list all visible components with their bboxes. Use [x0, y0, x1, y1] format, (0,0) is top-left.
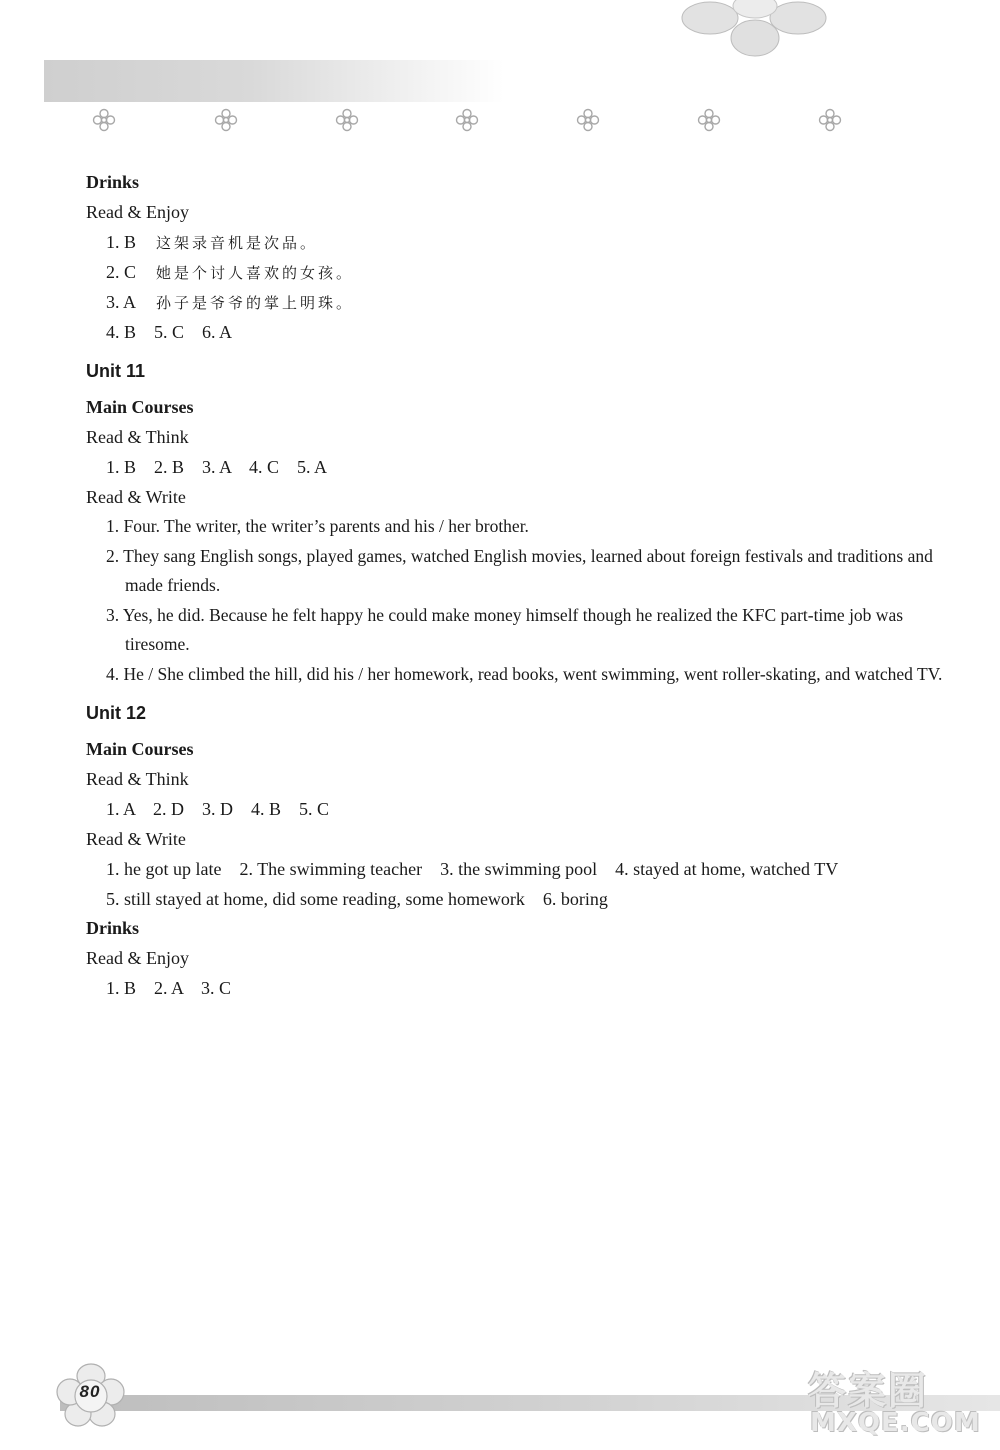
- answer-line: 1. B 2. A 3. C: [106, 978, 232, 998]
- section-heading-main-courses: Main Courses: [86, 739, 194, 759]
- answer-number: 3. A: [106, 292, 137, 312]
- answer-translation: 孙子是爷爷的掌上明珠。: [156, 294, 355, 312]
- unit-heading: Unit 11: [86, 361, 146, 381]
- small-flower-icon: [335, 108, 359, 132]
- small-flower-icon: [576, 108, 600, 132]
- list-item: 4. He / She climbed the hill, did his / her homework, read books, went swimming, went roller-skating, and watched TV.: [106, 664, 943, 684]
- header-band: [44, 60, 504, 102]
- section-heading-drinks: Drinks: [86, 918, 140, 938]
- small-flower-icon: [455, 108, 479, 132]
- small-flower-icon: [697, 108, 721, 132]
- subheading-read-think: Read & Think: [86, 769, 189, 789]
- watermark: [808, 1360, 988, 1445]
- subheading-read-enjoy: Read & Enjoy: [86, 948, 189, 968]
- answer-line: 1. B 2. B 3. A 4. C 5. A: [106, 457, 328, 477]
- answer-line: 4. B 5. C 6. A: [106, 322, 233, 342]
- answer-translation: 这架录音机是次品。: [156, 234, 319, 252]
- small-flower-icon: [92, 108, 116, 132]
- subheading-read-enjoy: Read & Enjoy: [86, 202, 189, 222]
- flower-decoration-icon: [680, 0, 830, 60]
- small-flower-icon: [214, 108, 238, 132]
- answer-translation: 她是个讨人喜欢的女孩。: [156, 264, 355, 282]
- unit-heading: Unit 12: [86, 703, 147, 723]
- answer-content: [86, 168, 946, 1003]
- subheading-read-write: Read & Write: [86, 829, 186, 849]
- answer-line: 5. still stayed at home, did some reading, some homework 6. boring: [106, 889, 608, 909]
- section-heading-main-courses: Main Courses: [86, 397, 194, 417]
- watermark-text: 答案圈: [808, 1369, 929, 1413]
- subheading-read-write: Read & Write: [86, 487, 186, 507]
- answer-line: [86, 257, 946, 287]
- answer-line: 1. he got up late 2. The swimming teacher 3. the swimming pool 4. stayed at home, watched TV: [106, 859, 839, 879]
- answer-line: [86, 227, 946, 257]
- list-item: 2. They sang English songs, played games, watched English movies, learned about foreign festivals and traditions and made friends.: [106, 546, 933, 595]
- answer-number: 1. B: [106, 232, 137, 252]
- answer-line: 1. A 2. D 3. D 4. B 5. C: [106, 799, 330, 819]
- page-number: 80: [79, 1382, 101, 1401]
- answer-number: 2. C: [106, 262, 137, 282]
- list-item: 3. Yes, he did. Because he felt happy he could make money himself though he realized the KFC part-time job was tiresome.: [106, 605, 904, 654]
- section-heading-drinks: Drinks: [86, 172, 140, 192]
- list-item: 1. Four. The writer, the writer’s parents and his / her brother.: [106, 516, 529, 536]
- answer-line: [86, 287, 946, 317]
- watermark-url: MXQE.COM: [810, 1408, 981, 1438]
- subheading-read-think: Read & Think: [86, 427, 189, 447]
- decoration-row: [0, 108, 1000, 134]
- small-flower-icon: [818, 108, 842, 132]
